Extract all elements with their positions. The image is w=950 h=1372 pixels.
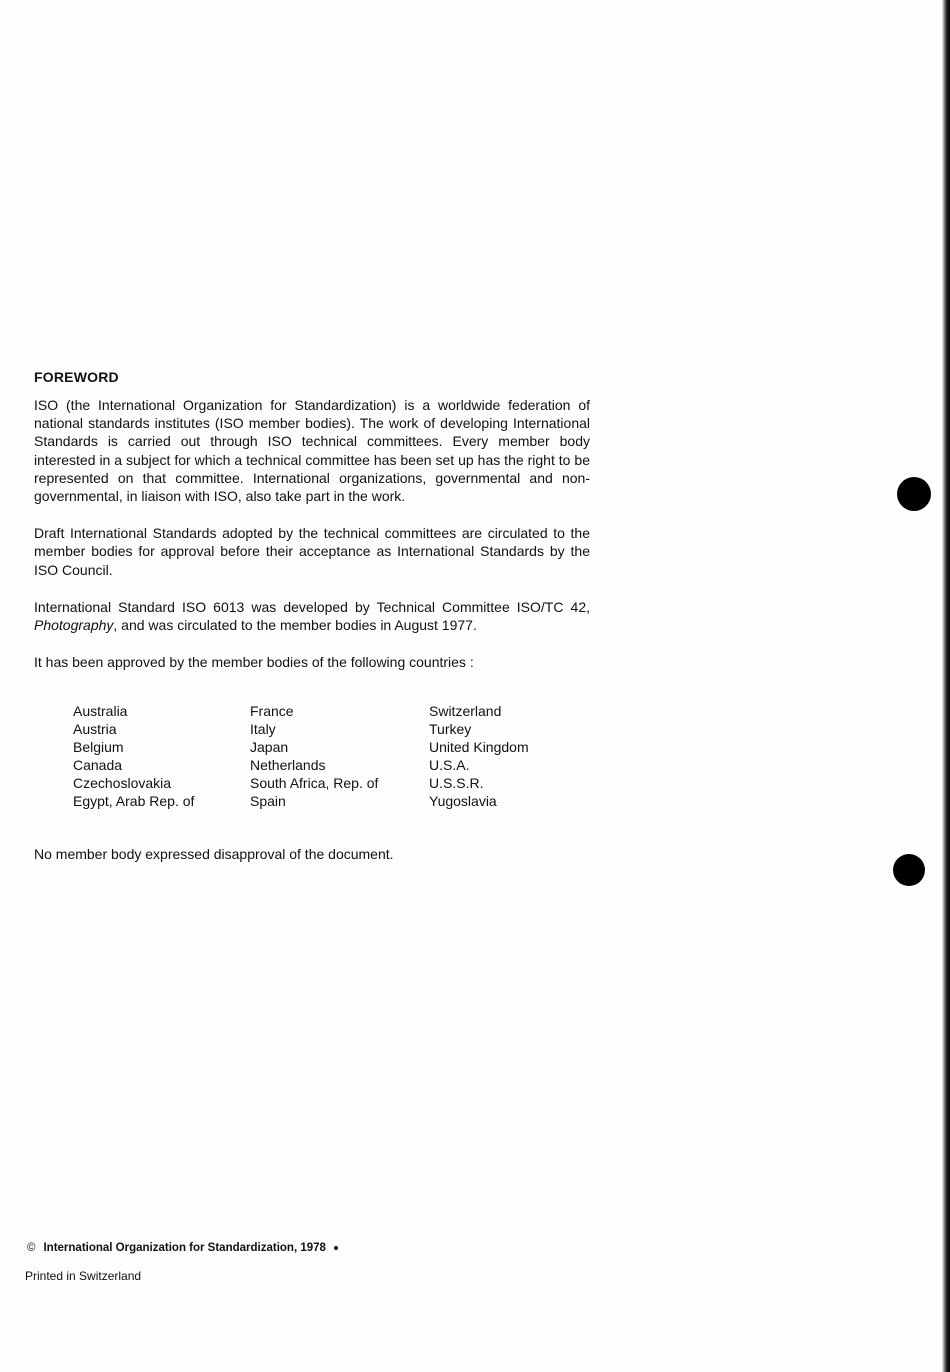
foreword-paragraph-1: ISO (the International Organization for Standardization) is a worldwide federation of national standards institutes (ISO member bodies). The work of developing International Standards is carried out through ISO technical committees. Every member body interested in a subject for which a technical committee has been set up has the right to be represented on that committee. International organizations, governmental and non-governmental, in liaison with ISO, also take part in the work.: [34, 397, 590, 505]
country-item: Switzerland: [429, 703, 502, 719]
country-column-1: [73, 702, 194, 811]
foreword-paragraph-3: [34, 598, 590, 634]
country-item: South Africa, Rep. of: [250, 775, 379, 792]
copyright-line: [27, 1241, 338, 1256]
country-item: Spain: [250, 793, 286, 810]
country-item: United Kingdom: [429, 739, 529, 756]
closing-statement: No member body expressed disapproval of the document.: [34, 846, 394, 862]
foreword-paragraph-4: It has been approved by the member bodies of the following countries :: [34, 654, 474, 671]
country-item: Netherlands: [250, 757, 326, 774]
country-item: U.S.S.R.: [429, 775, 484, 792]
country-item: Italy: [250, 721, 276, 738]
printed-in-line: Printed in Switzerland: [25, 1269, 142, 1283]
punch-hole-bottom: [893, 854, 925, 886]
country-item: Canada: [73, 757, 123, 774]
country-item: Belgium: [73, 739, 124, 756]
country-item: Egypt, Arab Rep. of: [73, 793, 195, 810]
country-item: Japan: [250, 739, 289, 756]
copyright-symbol: ©: [27, 1242, 36, 1254]
bullet-dot-icon: [334, 1246, 338, 1250]
country-column-3: [429, 702, 529, 811]
foreword-heading: FOREWORD: [34, 369, 119, 385]
punch-hole-top: [897, 477, 931, 511]
committee-title-italic: Photography: [34, 617, 114, 634]
country-item: Australia: [73, 703, 128, 719]
country-item: Czechoslovakia: [73, 775, 172, 792]
copyright-text: International Organization for Standardization, 1978: [43, 1242, 326, 1254]
paragraph-3-text-after: , and was circulated to the member bodies in August 1977.: [113, 617, 477, 634]
foreword-section: [34, 368, 590, 690]
page-edge-shadow: [942, 0, 950, 1372]
country-item: Turkey: [429, 721, 472, 738]
country-item: Yugoslavia: [429, 793, 497, 810]
country-column-2: [250, 702, 378, 811]
country-item: France: [250, 703, 294, 719]
country-item: Austria: [73, 721, 117, 738]
paragraph-3-text-before: International Standard ISO 6013 was developed by Technical Committee ISO/TC 42,: [34, 598, 590, 615]
country-item: U.S.A.: [429, 757, 470, 774]
foreword-paragraph-2: Draft International Standards adopted by the technical committees are circulated to the member bodies for approval before their acceptance as International Standards by the ISO Council.: [34, 525, 590, 578]
